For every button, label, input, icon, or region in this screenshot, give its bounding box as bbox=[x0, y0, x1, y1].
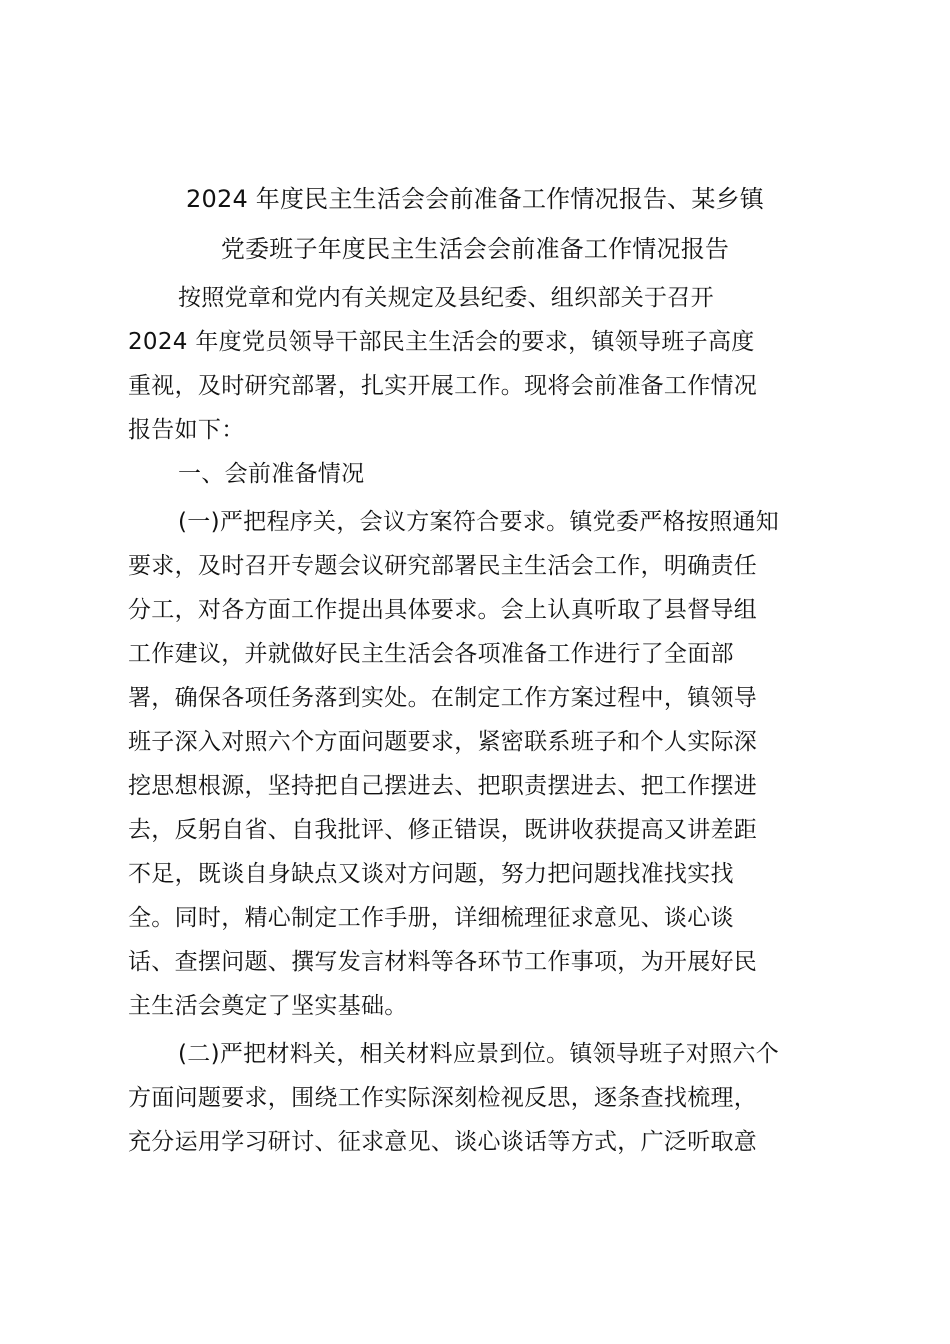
paragraph-line: 分工，对各方面工作提出具体要求。会上认真听取了县督导组 bbox=[128, 597, 758, 623]
paragraph-line: 去，反躬自省、自我批评、修正错误，既讲收获提高又讲差距 bbox=[128, 817, 758, 843]
paragraph-line: 全。同时，精心制定工作手册，详细梳理征求意见、谈心谈 bbox=[128, 905, 734, 931]
paragraph-line: (二)严把材料关，相关材料应景到位。镇领导班子对照六个 bbox=[178, 1041, 780, 1067]
paragraph-line: 署，确保各项任务落到实处。在制定工作方案过程中，镇领导 bbox=[128, 685, 758, 711]
paragraph-line: 工作建议，并就做好民主生活会各项准备工作进行了全面部 bbox=[128, 641, 734, 667]
paragraph-line: 挖思想根源，坚持把自己摆进去、把职责摆进去、把工作摆进 bbox=[128, 773, 758, 799]
document-title-line-2: 党委班子年度民主生活会会前准备工作情况报告 bbox=[220, 235, 730, 263]
paragraph-line: 话、查摆问题、撰写发言材料等各环节工作事项，为开展好民 bbox=[128, 949, 758, 975]
paragraph-line: 主生活会奠定了坚实基础。 bbox=[128, 993, 408, 1019]
paragraph-line: 重视，及时研究部署，扎实开展工作。现将会前准备工作情况 bbox=[128, 373, 758, 399]
paragraph-line: 不足，既谈自身缺点又谈对方问题，努力把问题找准找实找 bbox=[128, 861, 734, 887]
paragraph-line: 充分运用学习研讨、征求意见、谈心谈话等方式，广泛听取意 bbox=[128, 1129, 758, 1155]
document-title-line-1: 2024 年度民主生活会会前准备工作情况报告、某乡镇 bbox=[186, 185, 764, 213]
paragraph-line: 班子深入对照六个方面问题要求，紧密联系班子和个人实际深 bbox=[128, 729, 758, 755]
section-heading: 一、会前准备情况 bbox=[178, 461, 365, 487]
paragraph-line: 要求，及时召开专题会议研究部署民主生活会工作，明确责任 bbox=[128, 553, 758, 579]
paragraph-line: 2024 年度党员领导干部民主生活会的要求，镇领导班子高度 bbox=[128, 329, 755, 355]
paragraph-line: 方面问题要求，围绕工作实际深刻检视反思，逐条查找梳理， bbox=[128, 1085, 758, 1111]
paragraph-line: 报告如下： bbox=[128, 417, 245, 443]
paragraph-line: (一)严把程序关，会议方案符合要求。镇党委严格按照通知 bbox=[178, 509, 780, 535]
paragraph-line: 按照党章和党内有关规定及县纪委、组织部关于召开 bbox=[178, 285, 714, 311]
